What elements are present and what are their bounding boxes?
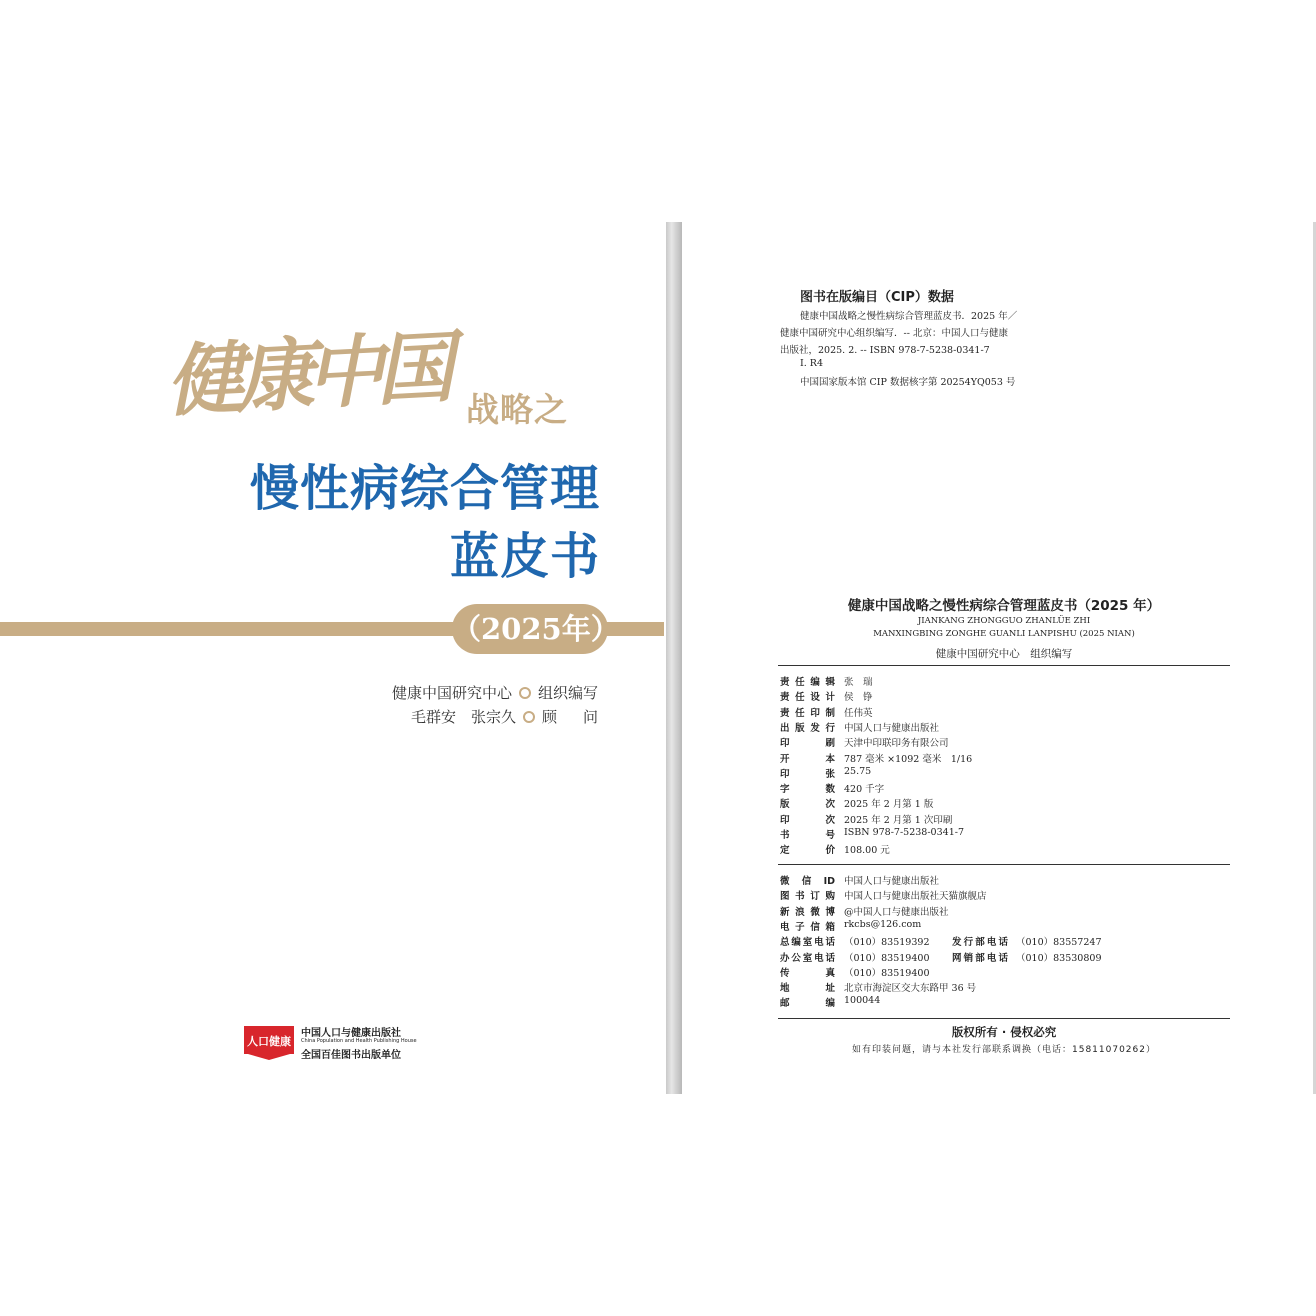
info-label: 印张 (780, 768, 835, 780)
info-value: 中国人口与健康出版社 (844, 876, 940, 887)
credit-organizer-names: 健康中国研究中心 (391, 684, 512, 702)
publisher-logo (244, 1026, 294, 1060)
credit-advisors-role: 顾问 (541, 708, 624, 726)
rights-note: 如有印装问题，请与本社发行部联系调换（电话：15811070262） (852, 1045, 1156, 1055)
info-value: 787 毫米 ×1092 毫米 1/16 (844, 753, 973, 765)
info-row (780, 751, 1230, 766)
cip-line: 出版社，2025. 2. -- ISBN 978-7-5238-0341-7 (780, 345, 990, 356)
divider (778, 665, 1230, 666)
year-badge: （2025年） (452, 604, 608, 654)
info-value: rkcbs@126.com (844, 918, 922, 930)
info-label: 传真 (780, 967, 835, 979)
info-label: 出版发行 (780, 722, 835, 734)
info-label: 发行部电话 (952, 937, 1008, 949)
info-row (780, 919, 1230, 934)
info-row (780, 965, 1230, 980)
ring-bullet-icon (523, 711, 535, 723)
info-value: ISBN 978-7-5238-0341-7 (844, 827, 964, 838)
info-row (780, 674, 1230, 689)
cover-title-calligraphy: 健康中国 (163, 322, 449, 428)
cover-title-main: 慢性病综合管理 (249, 460, 600, 517)
info-value: 2025 年 2 月第 1 次印刷 (844, 814, 953, 826)
info-row (780, 796, 1230, 811)
info-label: 责任印制 (780, 707, 835, 719)
info-value: 100044 (844, 995, 881, 1007)
info-row (780, 766, 1230, 781)
info-value: （010）83519400 (844, 952, 930, 964)
info-value: 中国人口与健康出版社 (844, 722, 940, 734)
cip-line: Ⅰ. R4 (800, 358, 823, 369)
info-row (780, 705, 1230, 720)
cover-title-sub: 蓝皮书 (449, 528, 600, 585)
info-row (780, 995, 1230, 1010)
publisher-name-cn: 中国人口与健康出版社 (301, 1028, 401, 1039)
info-row (780, 781, 1230, 796)
divider (778, 864, 1230, 865)
compiled-by: 健康中国研究中心 组织编写 (935, 648, 1073, 660)
info-value: （010）83530809 (1016, 952, 1102, 964)
credit-advisors (410, 706, 624, 727)
info-label: 图书订购 (780, 891, 835, 903)
info-value: 北京市海淀区交大东路甲 36 号 (844, 983, 977, 995)
info-row (780, 888, 1230, 903)
info-label: 印次 (780, 814, 835, 826)
info-label: 微信ID (780, 876, 835, 887)
info-row (780, 827, 1230, 842)
info-value: 25.75 (844, 765, 872, 777)
book-gutter (666, 222, 682, 1094)
info-label: 地址 (780, 983, 835, 995)
info-label: 定价 (780, 845, 835, 857)
info-row (780, 980, 1230, 995)
info-row (780, 934, 1230, 949)
info-value: 张 瑞 (844, 677, 873, 688)
credit-organizer (392, 682, 598, 703)
book-title: 健康中国战略之慢性病综合管理蓝皮书（2025 年） (847, 598, 1161, 614)
pinyin-title-line-2: MANXINGBING ZONGHE GUANLI LANPISHU (2025 NIAN) (873, 629, 1135, 639)
info-row (780, 904, 1230, 919)
cover-title-tail: 战略之 (466, 390, 568, 429)
info-value: （010）83519392 (844, 937, 930, 949)
info-value: @中国人口与健康出版社 (844, 906, 949, 918)
publisher-tagline: 全国百佳图书出版单位 (301, 1050, 401, 1061)
info-row (780, 720, 1230, 735)
info-value: 108.00 元 (844, 845, 890, 857)
divider (778, 1018, 1230, 1019)
cip-line: 健康中国战略之慢性病综合管理蓝皮书．2025 年／ (800, 311, 1018, 322)
cip-line: 中国国家版本馆 CIP 数据核字第 20254YQ053 号 (800, 377, 1016, 388)
info-label: 新浪微博 (780, 906, 835, 918)
info-row (780, 873, 1230, 888)
info-value: 任伟英 (844, 707, 873, 719)
cip-heading: 图书在版编目（CIP）数据 (800, 290, 954, 305)
credit-organizer-role: 组织编写 (537, 684, 598, 702)
info-value: 侯 铮 (844, 692, 873, 704)
info-value: 中国人口与健康出版社天猫旗舰店 (844, 891, 987, 903)
info-label: 责任设计 (780, 692, 835, 704)
credit-advisors-names: 毛群安 张宗久 (410, 708, 516, 726)
publisher-name-en: China Population and Health Publishing House (301, 1038, 417, 1044)
info-value: （010）83557247 (1016, 937, 1102, 949)
info-value: （010）83519400 (844, 967, 930, 979)
info-row (780, 735, 1230, 750)
publisher-logo-text: 人口健康 (247, 1035, 291, 1048)
info-value: 2025 年 2 月第 1 版 (844, 799, 934, 811)
info-row (780, 950, 1230, 965)
ring-bullet-icon (519, 687, 531, 699)
info-label: 开本 (780, 753, 835, 765)
cip-line: 健康中国研究中心组织编写．-- 北京：中国人口与健康 (780, 328, 1008, 339)
info-value: 420 千字 (844, 784, 885, 796)
info-label: 电子信箱 (780, 921, 835, 933)
pinyin-title-line-1: JIANKANG ZHONGGUO ZHANLÜE ZHI (917, 616, 1091, 626)
info-label: 印刷 (780, 738, 835, 750)
info-label: 办公室电话 (780, 952, 835, 964)
info-label: 版次 (780, 799, 835, 811)
info-label: 字数 (780, 784, 835, 796)
info-row (780, 689, 1230, 704)
info-label: 网销部电话 (952, 952, 1008, 964)
info-row (780, 812, 1230, 827)
info-label: 责任编辑 (780, 677, 835, 688)
info-row (780, 842, 1230, 857)
info-label: 书号 (780, 830, 835, 841)
info-value: 天津中印联印务有限公司 (844, 738, 949, 750)
info-label: 邮编 (780, 998, 835, 1010)
info-label: 总编室电话 (780, 937, 835, 949)
rights-notice: 版权所有 · 侵权必究 (951, 1025, 1057, 1039)
